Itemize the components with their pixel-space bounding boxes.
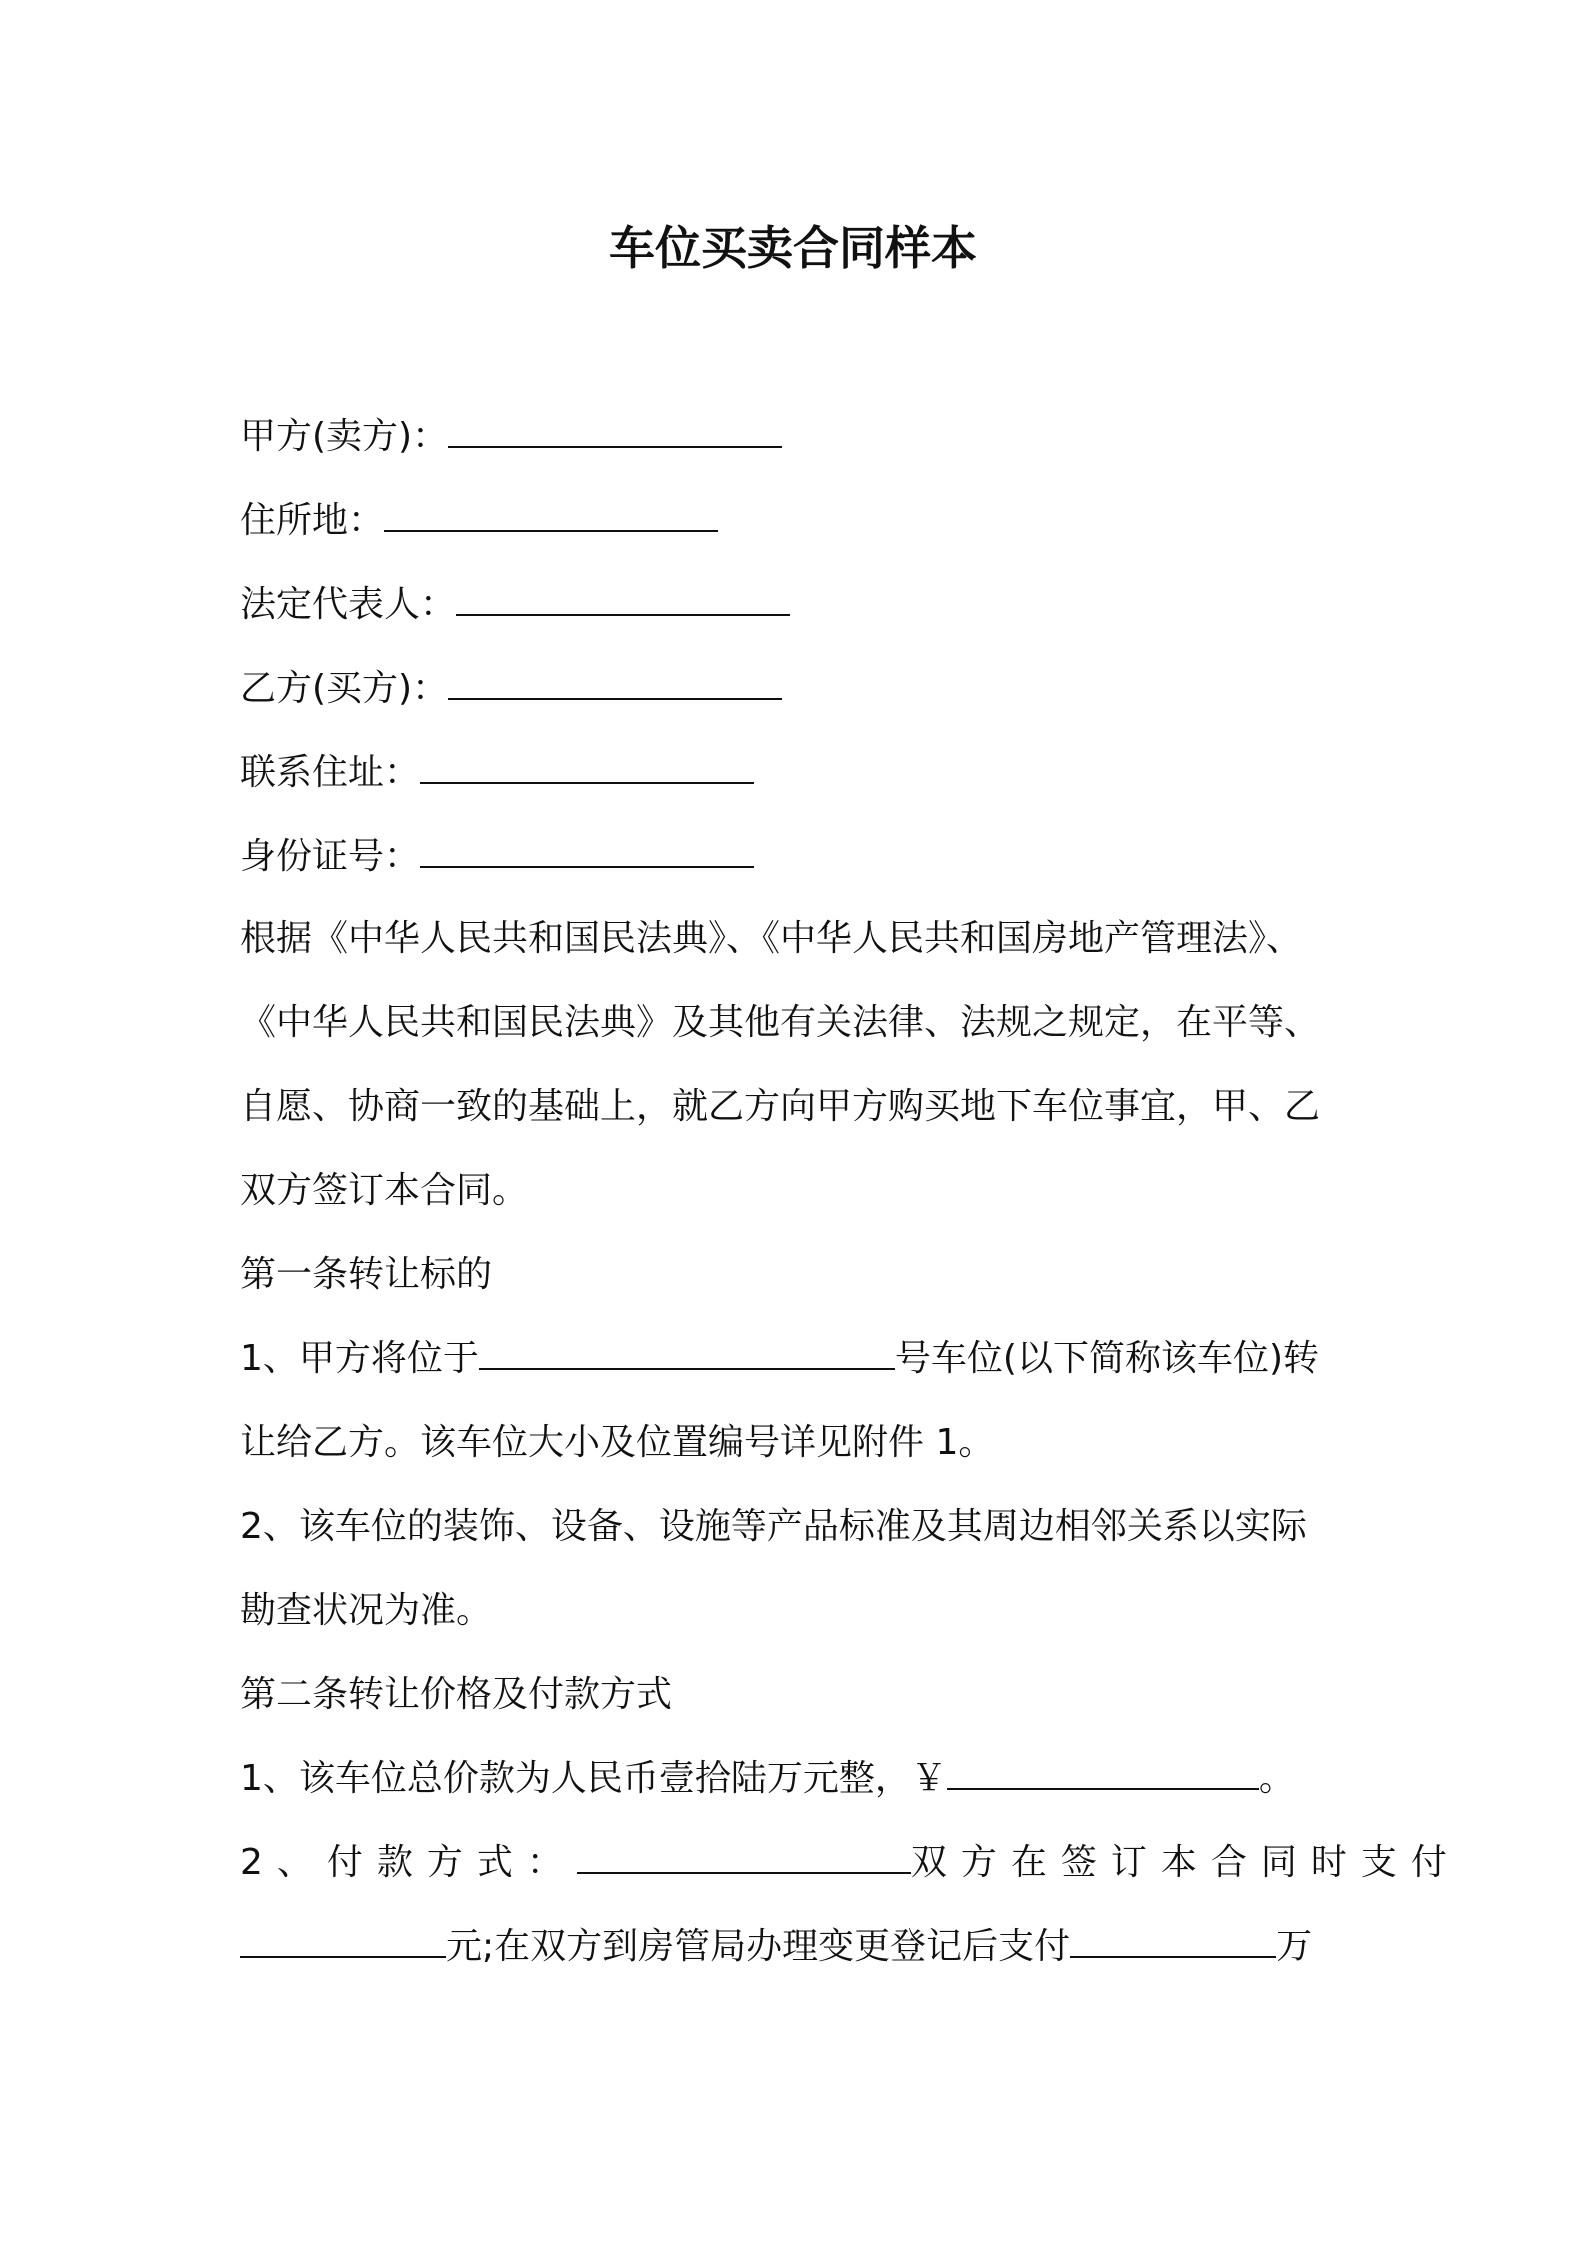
parking-location-blank[interactable] xyxy=(479,1336,895,1370)
residence-blank[interactable] xyxy=(384,498,718,532)
article-2-item-1-line xyxy=(240,1754,1355,1804)
article-1-item-2-line: 2、该车位的装饰、设备、设施等产品标准及其周边相邻关系以实际 xyxy=(240,1506,1307,1547)
id-number-blank[interactable] xyxy=(420,834,754,868)
article-2-heading: 第二条转让价格及付款方式 xyxy=(240,1674,673,1715)
legal-rep-blank[interactable] xyxy=(456,582,790,616)
payment-method-suffix: 双方在签订本合同时支付 xyxy=(910,1842,1461,1883)
legal-rep-line xyxy=(240,580,1355,630)
first-payment-blank[interactable] xyxy=(240,1924,446,1958)
contact-address-line xyxy=(240,748,1355,798)
payment-method-blank[interactable] xyxy=(577,1840,911,1874)
second-payment-blank[interactable] xyxy=(1070,1924,1276,1958)
party-a-line xyxy=(240,412,1355,462)
page-title: 车位买卖合同样本 xyxy=(609,221,977,275)
article-2-item-2-line xyxy=(240,1838,1461,1888)
preamble-line: 双方签订本合同。 xyxy=(240,1170,529,1211)
party-b-line xyxy=(240,664,1355,714)
article-1-item-1-line xyxy=(240,1334,1355,1384)
preamble-line: 根据《中华人民共和国民法典》、《中华人民共和国房地产管理法》、 xyxy=(240,918,1303,959)
article-2-item-2-cont-end: 万 xyxy=(1276,1926,1313,1967)
article-2-item-1-end: 。 xyxy=(1258,1758,1295,1799)
legal-rep-label: 法定代表人： xyxy=(240,584,457,625)
article-2-item-2-cont xyxy=(240,1922,1355,1972)
party-a-blank[interactable] xyxy=(448,414,782,448)
article-1-item-1-text: 1、甲方将位于 xyxy=(240,1338,479,1379)
article-1-item-1-text: 号车位(以下简称该车位)转 xyxy=(894,1338,1319,1379)
article-1-item-2-cont: 勘查状况为准。 xyxy=(240,1590,493,1631)
article-2-item-1-text: 1、该车位总价款为人民币壹拾陆万元整，￥ xyxy=(240,1758,947,1799)
article-1-heading: 第一条转让标的 xyxy=(240,1254,493,1295)
party-a-label: 甲方(卖方)： xyxy=(240,416,449,457)
contact-address-label: 联系住址： xyxy=(240,752,421,793)
id-number-line xyxy=(240,832,1355,882)
payment-method-label: 2、付款方式： xyxy=(240,1842,577,1883)
preamble-line: 《中华人民共和国民法典》及其他有关法律、法规之规定，在平等、 xyxy=(240,1002,1321,1043)
contact-address-blank[interactable] xyxy=(420,750,754,784)
preamble-line: 自愿、协商一致的基础上，就乙方向甲方购买地下车位事宜，甲、乙 xyxy=(240,1086,1321,1127)
id-number-label: 身份证号： xyxy=(240,836,421,877)
residence-line xyxy=(240,496,1355,546)
party-b-blank[interactable] xyxy=(448,666,782,700)
article-2-item-2-cont-text: 元;在双方到房管局办理变更登记后支付 xyxy=(446,1926,1071,1967)
residence-label: 住所地： xyxy=(240,500,385,541)
party-b-label: 乙方(买方)： xyxy=(240,668,449,709)
article-1-item-1-cont: 让给乙方。该车位大小及位置编号详见附件 1。 xyxy=(240,1422,995,1463)
total-price-blank[interactable] xyxy=(947,1756,1259,1790)
